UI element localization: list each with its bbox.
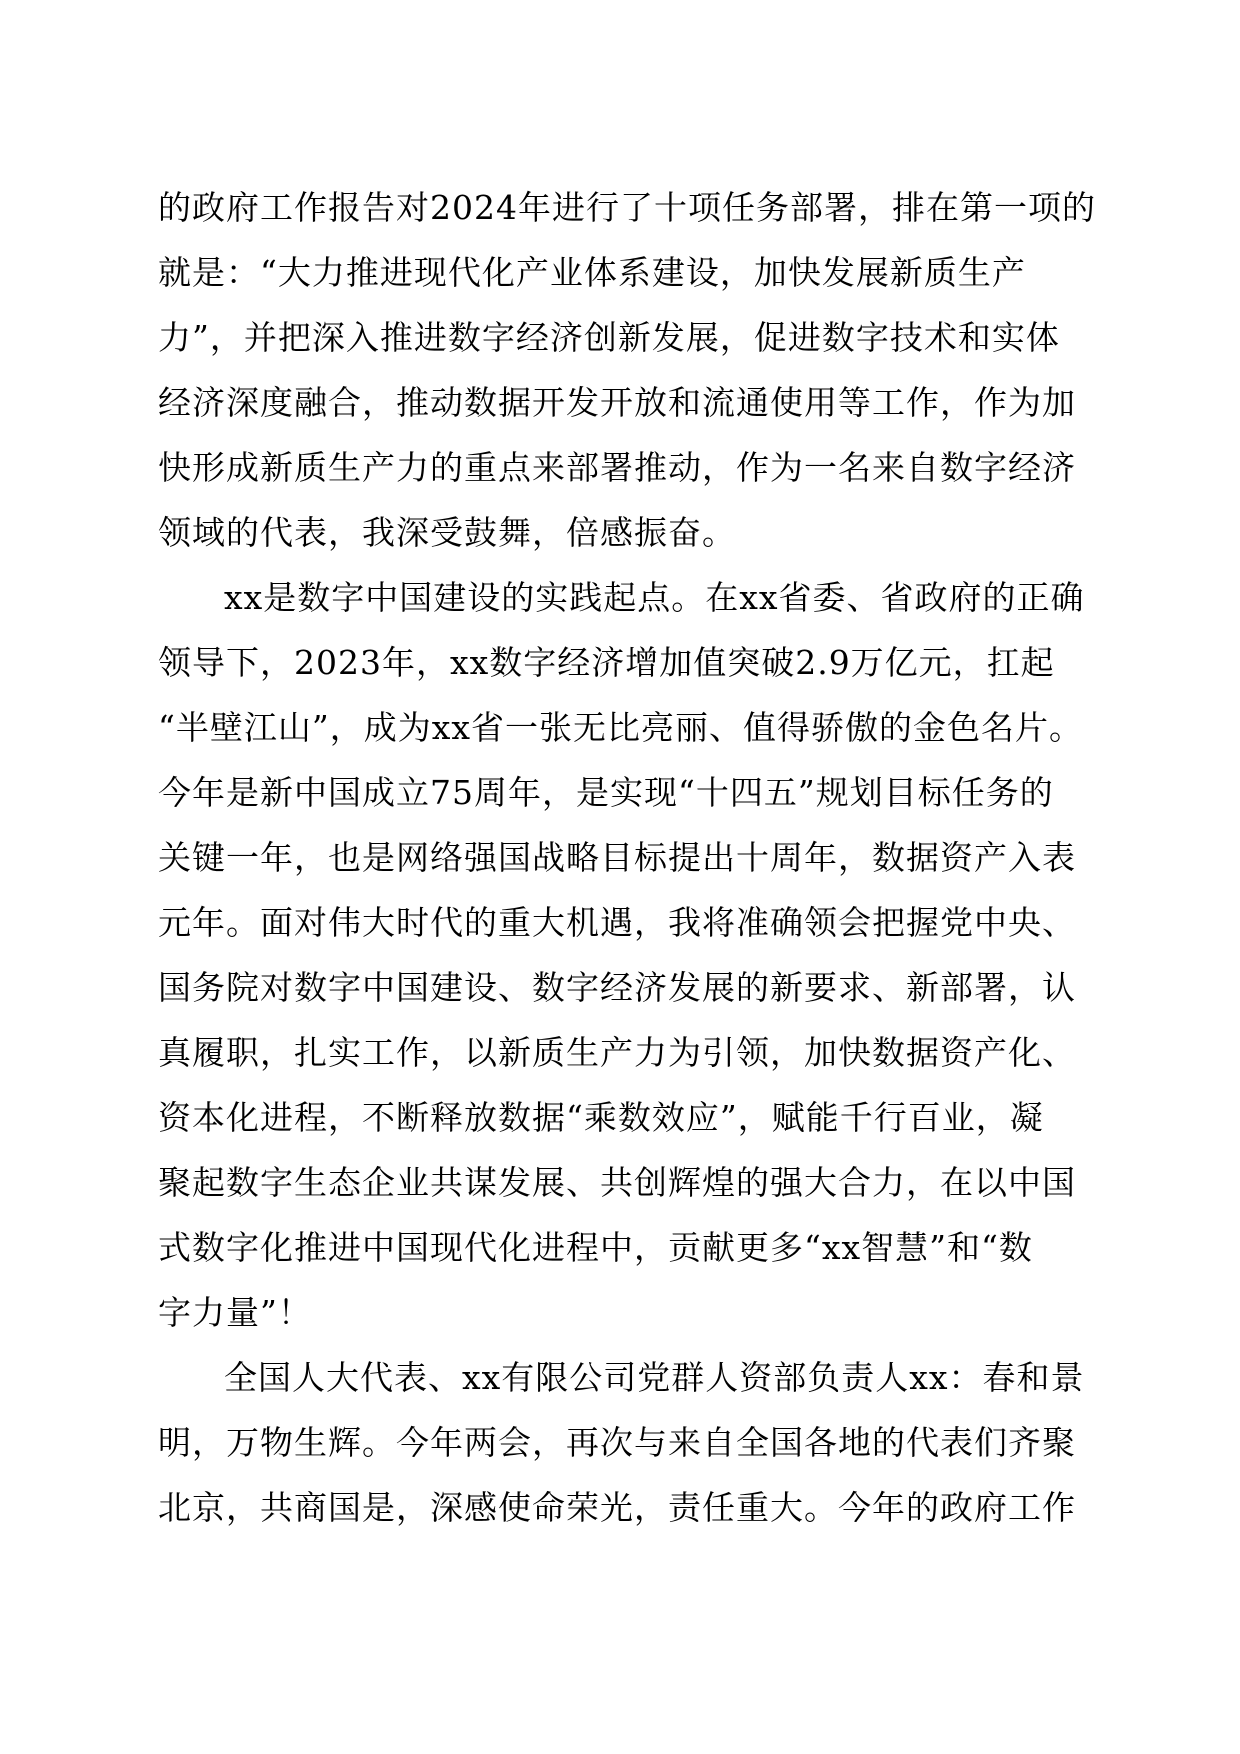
paragraph-2-line-7: 国务院对数字中国建设、数字经济发展的新要求、新部署，认	[158, 968, 1076, 1007]
paragraph-2-line-12: 字力量”！	[158, 1293, 312, 1332]
paragraph-2-line-5: 关键一年，也是网络强国战略目标提出十周年，数据资产入表	[158, 838, 1076, 877]
paragraph-1-line-2: 就是：“大力推进现代化产业体系建设，加快发展新质生产	[158, 253, 1026, 292]
paragraph-3-line-1: 全国人大代表、xx有限公司党群人资部负责人xx：春和景	[224, 1358, 1085, 1397]
paragraph-1-line-3: 力”，并把深入推进数字经济创新发展，促进数字技术和实体	[158, 318, 1060, 357]
paragraph-1-line-5: 快形成新质生产力的重点来部署推动，作为一名来自数字经济	[158, 448, 1076, 487]
paragraph-1-line-6: 领域的代表，我深受鼓舞，倍感振奋。	[158, 513, 736, 552]
paragraph-3-line-3: 北京，共商国是，深感使命荣光，责任重大。今年的政府工作	[158, 1488, 1076, 1527]
paragraph-2-line-4: 今年是新中国成立75周年，是实现“十四五”规划目标任务的	[158, 773, 1054, 812]
paragraph-2-line-9: 资本化进程，不断释放数据“乘数效应”，赋能千行百业，凝	[158, 1098, 1044, 1137]
paragraph-2-line-8: 真履职，扎实工作，以新质生产力为引领，加快数据资产化、	[158, 1033, 1076, 1072]
paragraph-2-line-1: xx是数字中国建设的实践起点。在xx省委、省政府的正确	[224, 578, 1085, 617]
paragraph-2-line-3: “半壁江山”，成为xx省一张无比亮丽、值得骄傲的金色名片。	[158, 708, 1083, 747]
paragraph-1-line-1: 的政府工作报告对2024年进行了十项任务部署，排在第一项的	[158, 188, 1096, 227]
paragraph-3-line-2: 明，万物生辉。今年两会，再次与来自全国各地的代表们齐聚	[158, 1423, 1076, 1462]
paragraph-2-line-2: 领导下，2023年，xx数字经济增加值突破2.9万亿元，扛起	[158, 643, 1055, 682]
paragraph-1-line-4: 经济深度融合，推动数据开发开放和流通使用等工作，作为加	[158, 383, 1076, 422]
paragraph-2-line-6: 元年。面对伟大时代的重大机遇，我将准确领会把握党中央、	[158, 903, 1076, 942]
paragraph-2-line-11: 式数字化推进中国现代化进程中，贡献更多“xx智慧”和“数	[158, 1228, 1033, 1267]
paragraph-2-line-10: 聚起数字生态企业共谋发展、共创辉煌的强大合力，在以中国	[158, 1163, 1076, 1202]
